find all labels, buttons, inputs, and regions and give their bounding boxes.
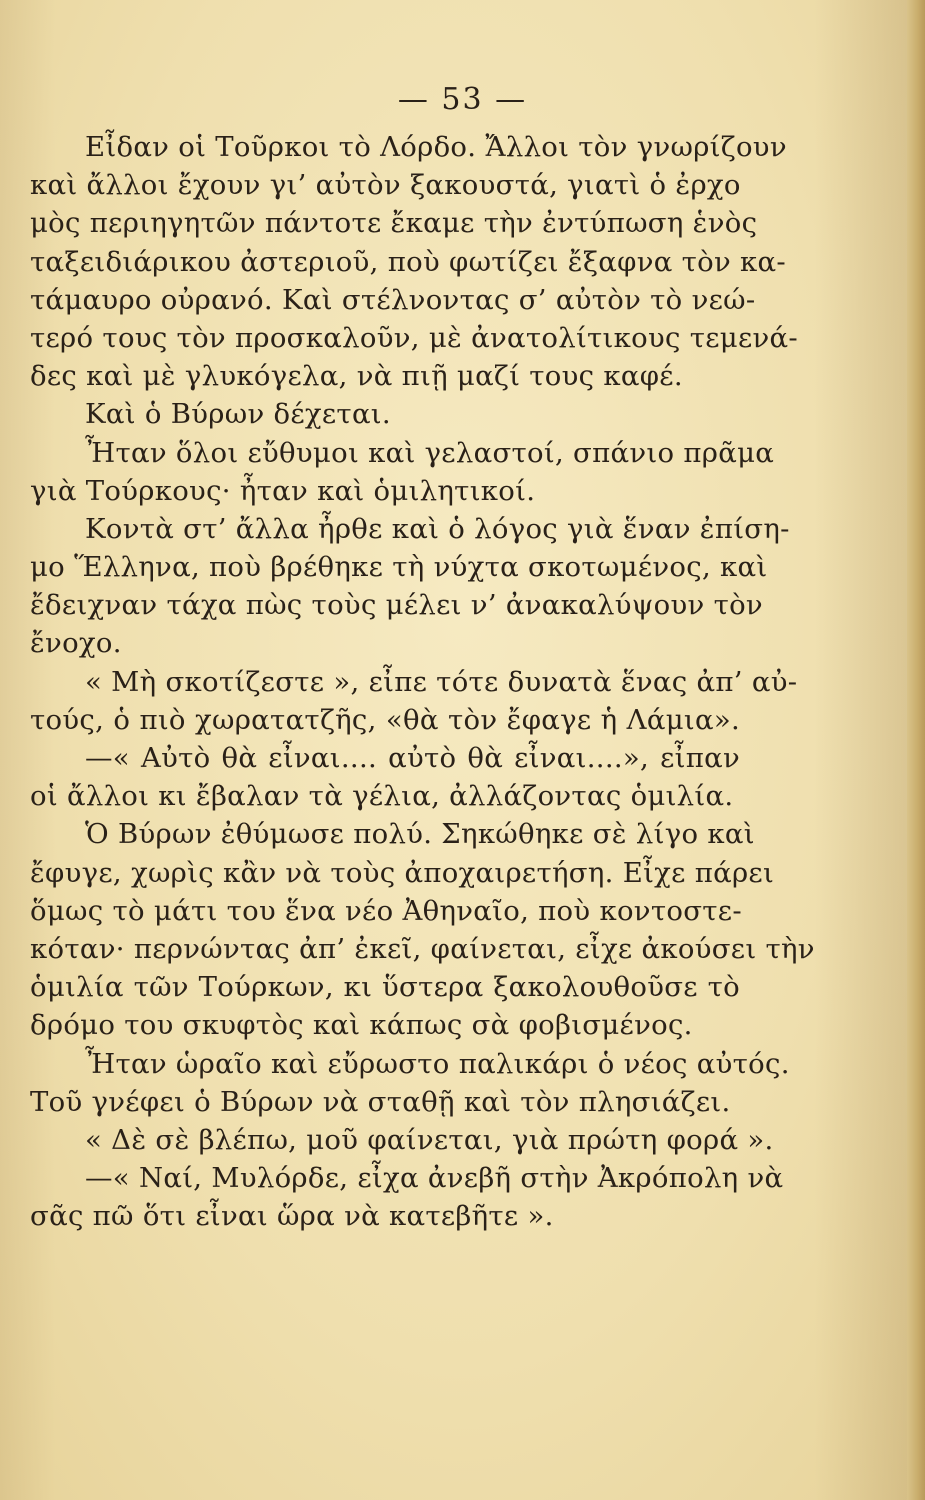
text-line: Καὶ ὁ Βύρων δέχεται. (85, 398, 391, 431)
text-line: Ἦταν ὡραῖο καὶ εὔρωστο παλικάρι ὁ νέος αὐτός. (85, 1047, 790, 1080)
text-line: γιὰ Τούρκους· ἦταν καὶ ὁμιλητικοί. (30, 474, 536, 507)
text-line: Εἶδαν οἱ Τοῦρκοι τὸ Λόρδο. Ἄλλοι τὸν γνωρίζουν (85, 131, 787, 163)
text-line: δες καὶ μὲ γλυκόγελα, νὰ πιῇ μαζί τους καφέ. (30, 360, 683, 393)
text-line: Ὁ Βύρων ἐθύμωσε πολύ. Σηκώθηκε σὲ λίγο καὶ (85, 818, 755, 851)
text-line: ἔφυγε, χωρὶς κἂν νὰ τοὺς ἀποχαιρετήση. Εἶχε πάρει (30, 856, 775, 889)
text-line: σᾶς πῶ ὅτι εἶναι ὥρα νὰ κατεβῆτε ». (30, 1200, 554, 1233)
text-line: ἔδειχναν τάχα πὼς τοὺς μέλει ν’ ἀνακαλύψουν τὸν (30, 589, 763, 622)
text-line: καὶ ἄλλοι ἔχουν γι’ αὐτὸν ξακουστά, γιατὶ ὁ ἐρχο (30, 169, 741, 202)
page-edge (907, 0, 925, 1500)
text-line: « Μὴ σκοτίζεστε », εἶπε τότε δυνατὰ ἕνας ἀπ’ αὐ- (85, 665, 798, 698)
text-line: —« Αὐτὸ θὰ εἶναι.... αὐτὸ θὰ εἶναι....», εἶπαν (85, 742, 740, 774)
text-line: τούς, ὁ πιὸ χωρατατζῆς, «θὰ τὸν ἔφαγε ἡ Λάμια». (30, 703, 740, 736)
text-line: κόταν· περνώντας ἀπ’ ἐκεῖ, φαίνεται, εἶχε ἀκούσει τὴν (30, 932, 815, 965)
text-line: Ἦταν ὅλοι εὔθυμοι καὶ γελαστοί, σπάνιο πρᾶμα (85, 436, 775, 469)
text-line: δρόμο του σκυφτὸς καὶ κάπως σὰ φοβισμένος. (30, 1009, 693, 1042)
text-line: ἔνοχο. (30, 627, 122, 660)
text-line: —« Ναί, Μυλόρδε, εἶχα ἀνεβῆ στὴν Ἀκρόπολη νὰ (85, 1162, 784, 1195)
text-line: ὁμιλία τῶν Τούρκων, κι ὕστερα ξακολουθοῦσε τὸ (30, 971, 740, 1004)
text-line: μὸς περιηγητῶν πάντοτε ἔκαμε τὴν ἐντύπωση ἑνὸς (30, 207, 758, 240)
text-line: τερό τους τὸν προσκαλοῦν, μὲ ἀνατολίτικους τεμενά- (30, 321, 798, 354)
text-line: ταξειδιάρικου ἀστεριοῦ, ποὺ φωτίζει ἔξαφνα τὸν κα- (30, 245, 787, 278)
text-line: « Δὲ σὲ βλέπω, μοῦ φαίνεται, γιὰ πρώτη φορά ». (85, 1123, 774, 1156)
text-line: τάμαυρο οὐρανό. Καὶ στέλνοντας σ’ αὐτὸν τὸ νεώ- (30, 283, 756, 316)
text-line: Κοντὰ στ’ ἄλλα ἦρθε καὶ ὁ λόγος γιὰ ἕναν ἐπίση- (85, 512, 790, 545)
body-text (30, 128, 815, 1235)
page-number: — 53 — (397, 82, 528, 117)
text-line: οἱ ἄλλοι κι ἔβαλαν τὰ γέλια, ἀλλάζοντας ὁμιλία. (30, 780, 734, 813)
text-line: ὅμως τὸ μάτι του ἕνα νέο Ἀθηναῖο, ποὺ κοντοστε- (30, 894, 742, 927)
text-line: μο Ἕλληνα, ποὺ βρέθηκε τὴ νύχτα σκοτωμένος, καὶ (30, 551, 768, 584)
text-line: Τοῦ γνέφει ὁ Βύρων νὰ σταθῇ καὶ τὸν πλησιάζει. (30, 1085, 731, 1118)
